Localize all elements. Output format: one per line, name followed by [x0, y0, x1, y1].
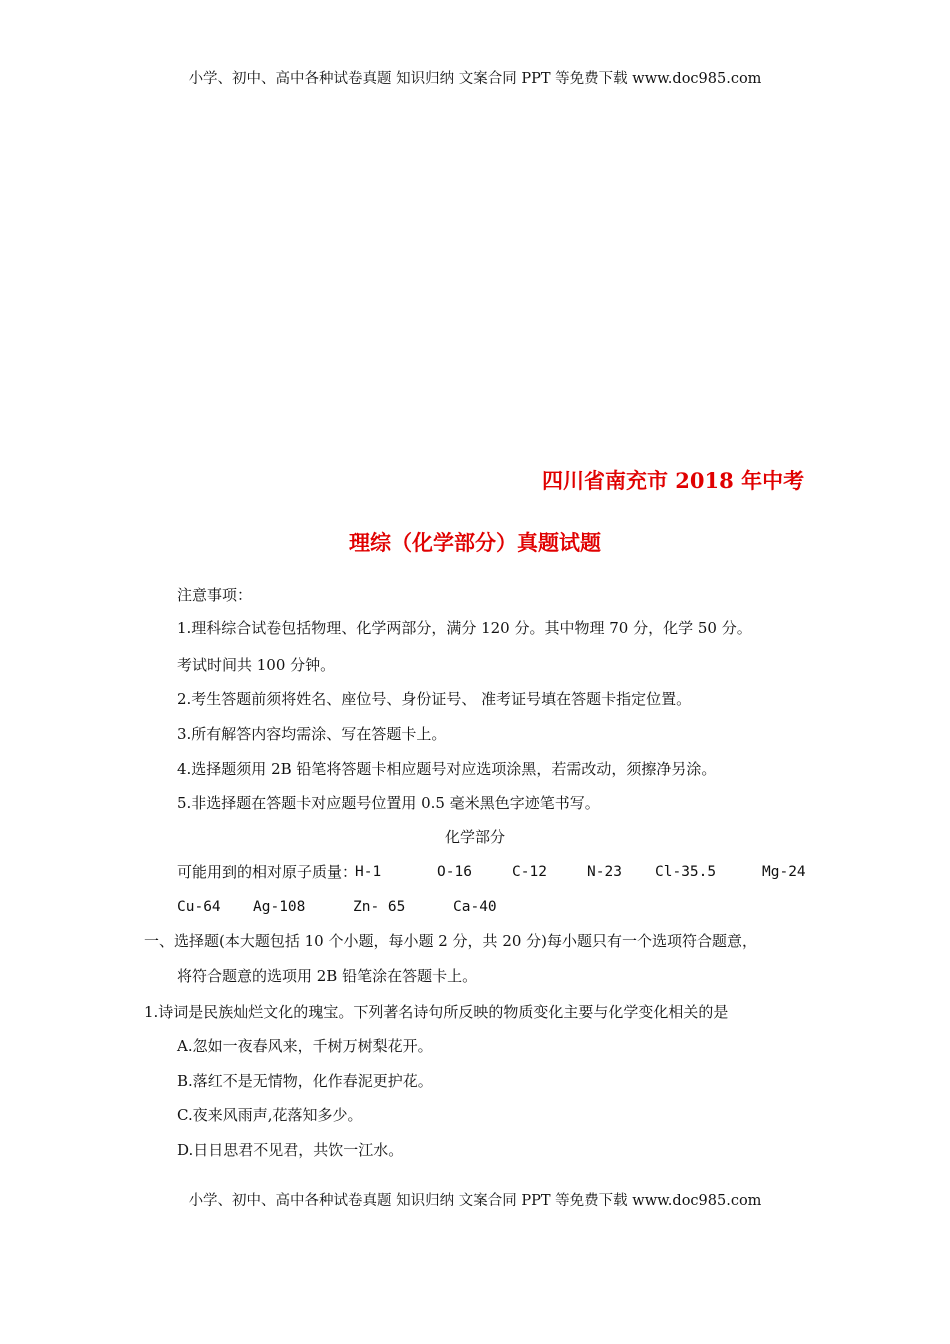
atomic-mass-item: C-12: [512, 864, 547, 880]
exam-title-line2: 理综（化学部分）真题试题: [349, 530, 601, 555]
atomic-mass-item: H-1: [355, 864, 382, 880]
notice-item-1-cont: 考试时间共 100 分钟。: [177, 656, 336, 674]
notice-item-4: 4.选择题须用 2B 铅笔将答题卡相应题号对应选项涂黑，若需改动，须擦净另涂。: [177, 760, 717, 778]
part1-heading: 一、选择题(本大题包括 10 个小题，每小题 2 分，共 20 分)每小题只有一个选项符合题意，: [144, 932, 758, 950]
page-footer: 小学、初中、高中各种试卷真题 知识归纳 文案合同 PPT 等免费下载 www.doc985.com: [188, 1193, 762, 1209]
question-1-stem: 1.诗词是民族灿烂文化的瑰宝。下列著名诗句所反映的物质变化主要与化学变化相关的是: [144, 1003, 729, 1021]
exam-title-line1: 四川省南充市 2018 年中考: [542, 468, 805, 493]
question-1-option-a: A.忽如一夜春风来，千树万树梨花开。: [177, 1037, 433, 1055]
atomic-mass-item: Cl-35.5: [655, 864, 717, 880]
notice-item-5: 5.非选择题在答题卡对应题号位置用 0.5 毫米黑色字迹笔书写。: [177, 794, 600, 812]
question-1-option-c: C.夜来风雨声,花落知多少。: [177, 1106, 363, 1124]
notice-item-2: 2.考生答题前须将姓名、座位号、身份证号、 准考证号填在答题卡指定位置。: [177, 690, 692, 708]
notice-label: 注意事项：: [177, 586, 253, 604]
notice-item-1: 1.理科综合试卷包括物理、化学两部分，满分 120 分。其中物理 70 分，化学 50 分。: [177, 619, 752, 637]
question-1-option-d: D.日日思君不见君，共饮一江水。: [177, 1141, 404, 1159]
atomic-mass-item: N-23: [587, 864, 622, 880]
atomic-mass-label: 可能用到的相对原子质量：: [177, 863, 358, 881]
atomic-mass-item: Ag-108: [253, 899, 306, 915]
atomic-mass-item: Mg-24: [762, 864, 806, 880]
atomic-mass-item: Cu-64: [177, 899, 221, 915]
atomic-mass-item: O-16: [437, 864, 472, 880]
notice-item-3: 3.所有解答内容均需涂、写在答题卡上。: [177, 725, 447, 743]
atomic-mass-item: Ca-40: [453, 899, 497, 915]
page-header: 小学、初中、高中各种试卷真题 知识归纳 文案合同 PPT 等免费下载 www.doc985.com: [188, 71, 762, 87]
part1-heading-cont: 将符合题意的选项用 2B 铅笔涂在答题卡上。: [177, 967, 478, 985]
section-title: 化学部分: [444, 828, 505, 846]
atomic-mass-item: Zn- 65: [353, 899, 406, 915]
question-1-option-b: B.落红不是无情物，化作春泥更护花。: [177, 1072, 433, 1090]
